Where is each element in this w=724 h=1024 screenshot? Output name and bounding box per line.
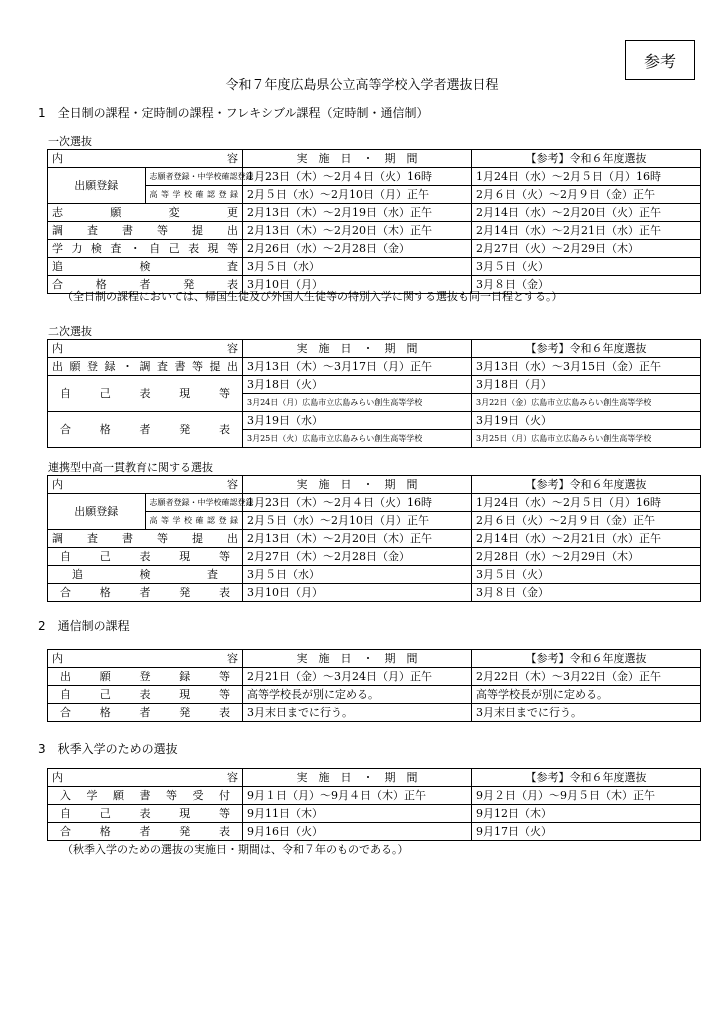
table-row	[48, 204, 701, 222]
group-label: 出願登録	[48, 168, 146, 204]
table-row	[48, 548, 701, 566]
header-period: 実 施 日 ・ 期 間	[243, 476, 472, 494]
group-label: 出願登録	[48, 494, 146, 530]
table-row	[48, 787, 701, 805]
row-item: 合格者発表	[48, 412, 243, 448]
row-ref: 高等学校長が別に定める。	[472, 686, 701, 704]
table-row	[48, 186, 701, 204]
table-row	[48, 412, 701, 430]
second-selection-table	[47, 339, 701, 448]
row-item: 出願登録・調査書等提出	[48, 358, 243, 376]
row-period: 2月21日（金）～3月24日（月）正午	[243, 668, 472, 686]
header-item: 内 容	[48, 769, 243, 787]
row-item: 合格者発表	[48, 276, 243, 294]
row-item: 合格者発表	[48, 823, 243, 841]
header-ref: 【参考】令和６年度選抜	[472, 650, 701, 668]
row-period: 2月５日（水）～2月10日（月）正午	[243, 186, 472, 204]
row-item: 入学願書等受付	[48, 787, 243, 805]
row-ref: 3月13日（水）～3月15日（金）正午	[472, 358, 701, 376]
row-ref: 3月末日までに行う。	[472, 704, 701, 722]
row-ref-special: 3月25日（月）広島市立広島みらい創生高等学校	[472, 430, 701, 448]
row-period: 3月末日までに行う。	[243, 704, 472, 722]
first-selection-table	[47, 149, 701, 294]
linked-selection-title: 連携型中高一貫教育に関する選抜	[48, 461, 213, 474]
row-item: 自己表現等	[48, 548, 243, 566]
row-period-special: 3月25日（火）広島市立広島みらい創生高等学校	[243, 430, 472, 448]
row-item: 高等学校確認登録	[145, 512, 243, 530]
row-period: 9月１日（月）～9月４日（木）正午	[243, 787, 472, 805]
header-item: 内 容	[48, 650, 243, 668]
row-ref: 2月27日（火）～2月29日（木）	[472, 240, 701, 258]
row-period: 9月11日（木）	[243, 805, 472, 823]
reference-stamp: 参考	[625, 40, 695, 80]
table-row	[48, 240, 701, 258]
row-ref: 2月22日（木）～3月22日（金）正午	[472, 668, 701, 686]
table-row	[48, 805, 701, 823]
row-item: 自己表現等	[48, 376, 243, 412]
first-selection-note: （全日制の課程においては、帰国生徒及び外国人生徒等の特別入学に関する選抜も同一日程とする。）	[62, 290, 563, 303]
row-item: 調査書等提出	[48, 530, 243, 548]
row-period: 3月13日（木）～3月17日（月）正午	[243, 358, 472, 376]
table-row	[48, 530, 701, 548]
row-ref: 9月２日（月）～9月５日（木）正午	[472, 787, 701, 805]
table-header-row	[48, 650, 701, 668]
document-title: 令和７年度広島県公立高等学校入学者選抜日程	[225, 78, 499, 93]
row-ref: 3月８日（金）	[472, 276, 701, 294]
table-row	[48, 668, 701, 686]
header-period: 実 施 日 ・ 期 間	[243, 769, 472, 787]
row-period: 2月13日（木）～2月20日（木）正午	[243, 222, 472, 240]
row-item: 合格者発表	[48, 704, 243, 722]
row-period: 3月５日（水）	[243, 258, 472, 276]
header-period: 実 施 日 ・ 期 間	[243, 650, 472, 668]
row-ref: 1月24日（水）～2月５日（月）16時	[472, 168, 701, 186]
row-ref: 2月14日（水）～2月21日（水）正午	[472, 530, 701, 548]
row-period: 3月18日（火）	[243, 376, 472, 394]
header-item: 内 容	[48, 150, 243, 168]
row-item: 自己表現等	[48, 686, 243, 704]
table-header-row	[48, 476, 701, 494]
table-header-row	[48, 769, 701, 787]
row-item: 調査書等提出	[48, 222, 243, 240]
row-ref: 2月６日（火）～2月９日（金）正午	[472, 186, 701, 204]
row-ref: 3月５日（火）	[472, 566, 701, 584]
table-row	[48, 584, 701, 602]
row-ref: 3月18日（月）	[472, 376, 701, 394]
table-row	[48, 222, 701, 240]
section2-heading: 2 通信制の課程	[38, 619, 130, 633]
table-row	[48, 686, 701, 704]
table-row	[48, 358, 701, 376]
section1-heading: 1 全日制の課程・定時制の課程・フレキシブル課程（定時制・通信制）	[38, 106, 429, 120]
row-ref: 2月14日（水）～2月21日（水）正午	[472, 222, 701, 240]
row-ref: 9月12日（木）	[472, 805, 701, 823]
table-header-row	[48, 150, 701, 168]
row-period: 9月16日（火）	[243, 823, 472, 841]
row-period: 2月27日（木）～2月28日（金）	[243, 548, 472, 566]
row-ref: 3月８日（金）	[472, 584, 701, 602]
row-period: 3月10日（月）	[243, 276, 472, 294]
row-period-special: 3月24日（月）広島市立広島みらい創生高等学校	[243, 394, 472, 412]
table-row	[48, 258, 701, 276]
header-ref: 【参考】令和６年度選抜	[472, 769, 701, 787]
row-ref: 9月17日（火）	[472, 823, 701, 841]
row-period: 2月26日（水）～2月28日（金）	[243, 240, 472, 258]
table-row	[48, 512, 701, 530]
row-period: 高等学校長が別に定める。	[243, 686, 472, 704]
header-ref: 【参考】令和６年度選抜	[472, 150, 701, 168]
table-header-row	[48, 340, 701, 358]
row-ref: 2月６日（火）～2月９日（金）正午	[472, 512, 701, 530]
table-row	[48, 566, 701, 584]
autumn-note: （秋季入学のための選抜の実施日・期間は、令和７年のものである。）	[62, 843, 409, 856]
table-row	[48, 494, 701, 512]
table-row	[48, 823, 701, 841]
row-ref-special: 3月22日（金）広島市立広島みらい創生高等学校	[472, 394, 701, 412]
row-item: 追検査	[48, 258, 243, 276]
row-period: 2月５日（水）～2月10日（月）正午	[243, 512, 472, 530]
correspondence-table	[47, 649, 701, 722]
row-item: 追検査	[48, 566, 243, 584]
row-item: 自己表現等	[48, 805, 243, 823]
row-period: 2月13日（木）～2月20日（木）正午	[243, 530, 472, 548]
row-item: 高等学校確認登録	[145, 186, 243, 204]
header-item: 内 容	[48, 340, 243, 358]
row-ref: 2月28日（水）～2月29日（木）	[472, 548, 701, 566]
autumn-table	[47, 768, 701, 841]
first-selection-title: 一次選抜	[48, 135, 92, 148]
section3-heading: 3 秋季入学のための選抜	[38, 742, 178, 756]
header-ref: 【参考】令和６年度選抜	[472, 340, 701, 358]
table-row	[48, 704, 701, 722]
header-period: 実 施 日 ・ 期 間	[243, 150, 472, 168]
row-period: 1月23日（木）～2月４日（火）16時	[243, 494, 472, 512]
table-row	[48, 168, 701, 186]
header-item: 内 容	[48, 476, 243, 494]
row-period: 3月19日（水）	[243, 412, 472, 430]
row-item: 合格者発表	[48, 584, 243, 602]
row-item: 志願者登録・中学校確認登録	[145, 168, 243, 186]
header-period: 実 施 日 ・ 期 間	[243, 340, 472, 358]
row-period: 1月23日（木）～2月４日（火）16時	[243, 168, 472, 186]
row-period: 3月10日（月）	[243, 584, 472, 602]
row-ref: 2月14日（水）～2月20日（火）正午	[472, 204, 701, 222]
row-period: 3月５日（水）	[243, 566, 472, 584]
table-row	[48, 376, 701, 394]
row-ref: 1月24日（水）～2月５日（月）16時	[472, 494, 701, 512]
header-ref: 【参考】令和６年度選抜	[472, 476, 701, 494]
row-ref: 3月５日（火）	[472, 258, 701, 276]
linked-selection-table	[47, 475, 701, 602]
row-item: 学力検査・自己表現等	[48, 240, 243, 258]
row-item: 志願変更	[48, 204, 243, 222]
row-item: 志願者登録・中学校確認登録	[145, 494, 243, 512]
row-period: 2月13日（木）～2月19日（水）正午	[243, 204, 472, 222]
row-item: 出願登録等	[48, 668, 243, 686]
second-selection-title: 二次選抜	[48, 325, 92, 338]
row-ref: 3月19日（火）	[472, 412, 701, 430]
